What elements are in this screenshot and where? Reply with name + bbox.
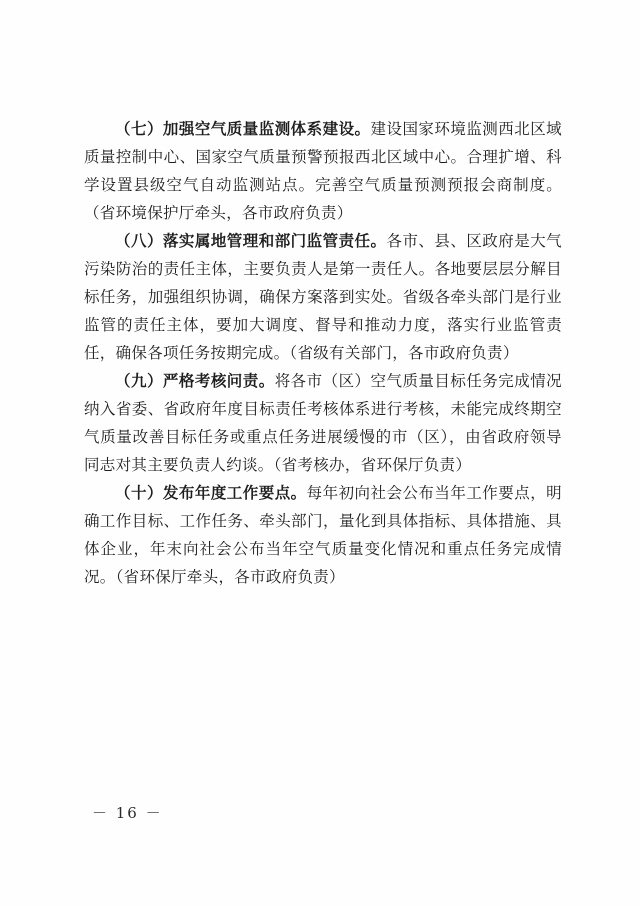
paragraph-8 — [84, 227, 562, 367]
paragraph-8-heading: （八）落实属地管理和部门监管责任。 — [115, 231, 387, 250]
paragraph-10-body: 每年初向社会公布当年工作要点，明确工作目标、工作任务、牵头部门，量化到具体指标、具体措施、具体企业，年末向社会公布当年空气质量变化情况和重点任务完成情况。（省环保厅牵头，各市政府负责） — [84, 484, 562, 586]
paragraph-10-heading: （十）发布年度工作要点。 — [115, 483, 307, 502]
paragraph-8-body: 各市、县、区政府是大气污染防治的责任主体，主要负责人是第一责任人。各地要层层分解目标任务，加强组织协调，确保方案落到实处。省级各牵头部门是行业监管的责任主体，要加大调度、督导和推动力度，落实行业监管责任，确保各项任务按期完成。（省级有关部门，各市政府负责） — [84, 232, 562, 362]
page-number: － 16 － — [92, 804, 163, 822]
paragraph-9 — [84, 367, 562, 479]
paragraph-10 — [84, 479, 562, 591]
paragraph-7 — [84, 115, 562, 227]
paragraph-9-heading: （九）严格考核问责。 — [115, 371, 275, 390]
paragraph-9-body: 将各市（区）空气质量目标任务完成情况纳入省委、省政府年度目标责任考核体系进行考核，未能完成终期空气质量改善目标任务或重点任务进展缓慢的市（区），由省政府领导同志对其主要负责人约谈。（省考核办，省环保厅负责） — [84, 372, 562, 474]
paragraph-7-body: 建设国家环境监测西北区域质量控制中心、国家空气质量预警预报西北区域中心。合理扩增、科学设置县级空气自动监测站点。完善空气质量预测预报会商制度。（省环境保护厅牵头，各市政府负责） — [84, 120, 562, 222]
paragraph-7-heading: （七）加强空气质量监测体系建设。 — [115, 119, 371, 138]
document-body — [84, 115, 562, 591]
